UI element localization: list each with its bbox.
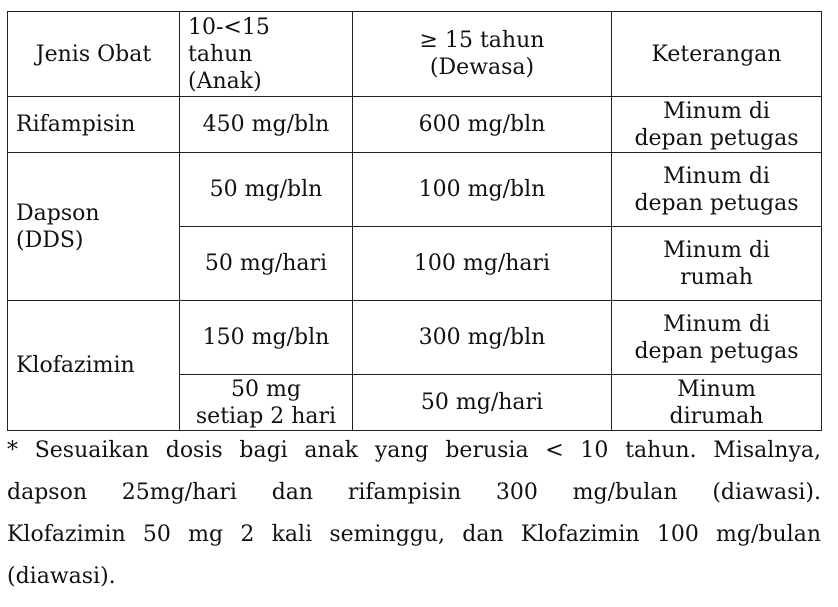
header-dewasa [353, 12, 612, 97]
dose-note [612, 301, 822, 375]
note-line2: dirumah [669, 403, 764, 429]
table-row [8, 97, 822, 153]
table-row [8, 153, 822, 227]
note-line2: depan petugas [634, 190, 799, 216]
dose-note [612, 153, 822, 227]
header-anak-line2: tahun [188, 41, 253, 67]
note-line2: depan petugas [634, 338, 799, 364]
footnote [7, 430, 821, 598]
drug-klofazimin: Klofazimin [8, 301, 180, 431]
drug-dapson-line2: (DDS) [16, 227, 84, 253]
footnote-line-3: Klofazimin 50 mg 2 kali seminggu, dan Klofazimin 100 mg/bulan [7, 522, 821, 547]
header-dewasa-line1: ≥ 15 tahun [419, 28, 545, 53]
dose-child [180, 375, 353, 431]
dosage-table [7, 11, 822, 431]
dose-adult: 300 mg/bln [353, 301, 612, 375]
table-header-row [8, 12, 822, 97]
table-row [8, 301, 822, 375]
child-line2: setiap 2 hari [195, 403, 337, 429]
dose-child: 150 mg/bln [180, 301, 353, 375]
dose-adult: 100 mg/hari [353, 227, 612, 301]
note-line1: Minum di [663, 163, 770, 189]
footnote-line-1: * Sesuaikan dosis bagi anak yang berusia < 10 tahun. Misalnya, [7, 438, 821, 463]
dose-child: 50 mg/bln [180, 153, 353, 227]
header-anak-line3: (Anak) [188, 68, 262, 94]
note-line2: depan petugas [634, 125, 799, 151]
note-line1: Minum di [663, 98, 770, 124]
dose-adult: 50 mg/hari [353, 375, 612, 431]
dose-note [612, 97, 822, 153]
dose-note [612, 227, 822, 301]
dose-child: 50 mg/hari [180, 227, 353, 301]
footnote-line-4: (diawasi). [7, 564, 116, 589]
dose-adult: 100 mg/bln [353, 153, 612, 227]
drug-dapson [8, 153, 180, 301]
note-line1: Minum di [663, 311, 770, 337]
note-line1: Minum [677, 376, 756, 402]
header-dewasa-line2: (Dewasa) [429, 55, 535, 80]
footnote-line-2: dapson 25mg/hari dan rifampisin 300 mg/bulan (diawasi). [7, 480, 821, 505]
child-line1: 50 mg [231, 376, 301, 402]
header-anak [180, 12, 353, 97]
header-keterangan: Keterangan [612, 12, 822, 97]
drug-rifampisin: Rifampisin [8, 97, 180, 153]
dose-child: 450 mg/bln [180, 97, 353, 153]
note-line2: rumah [680, 264, 753, 290]
header-jenis-obat: Jenis Obat [8, 12, 180, 97]
note-line1: Minum di [663, 237, 770, 263]
drug-dapson-line1: Dapson [16, 200, 100, 226]
dose-note [612, 375, 822, 431]
header-anak-line1: 10-<15 [188, 14, 270, 40]
dose-adult: 600 mg/bln [353, 97, 612, 153]
